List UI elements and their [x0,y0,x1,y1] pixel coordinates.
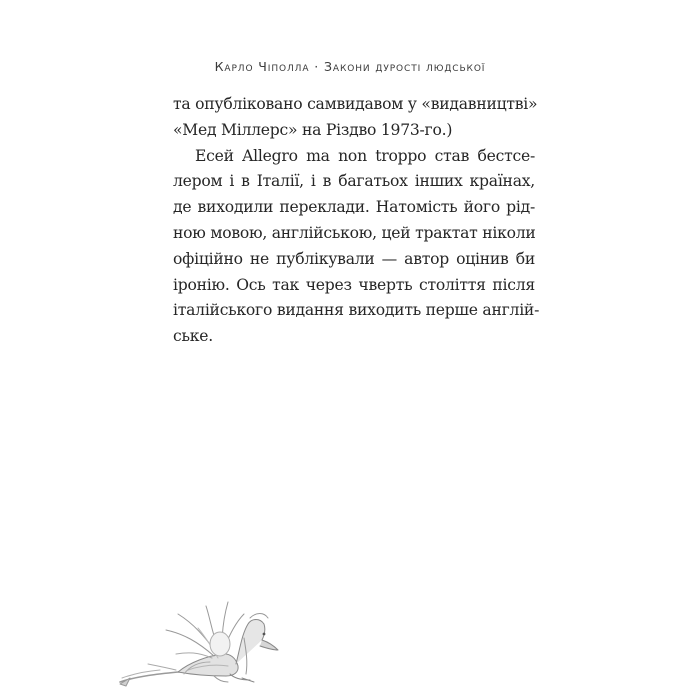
text-line: лером і в Італії, і в багатьох інших країнах, [173,172,535,191]
body-text [173,92,540,350]
text-line: та опубліковано самвидавом у «видавництві» [173,95,538,113]
text-line: італійського видання виходить перше англій- [173,301,540,320]
text-line: де виходили переклади. Натомість його рід- [173,198,535,217]
text-line: «Мед Міллерс» на Різдво 1973-го.) [173,120,453,139]
text-line: Есей Allegro ma non troppo став бестсе- [195,146,535,165]
text-line: ною мовою, англійською, цей трактат ніколи [173,223,536,242]
text-line: ське. [173,327,213,346]
dragon-illustration-icon [118,578,288,688]
text-line: офіційно не публікували — автор оцінив би [173,249,535,268]
running-header: Карло Чіполла · Закони дурості людської [214,59,486,74]
text-line: іронію. Ось так через чверть століття після [173,275,535,294]
